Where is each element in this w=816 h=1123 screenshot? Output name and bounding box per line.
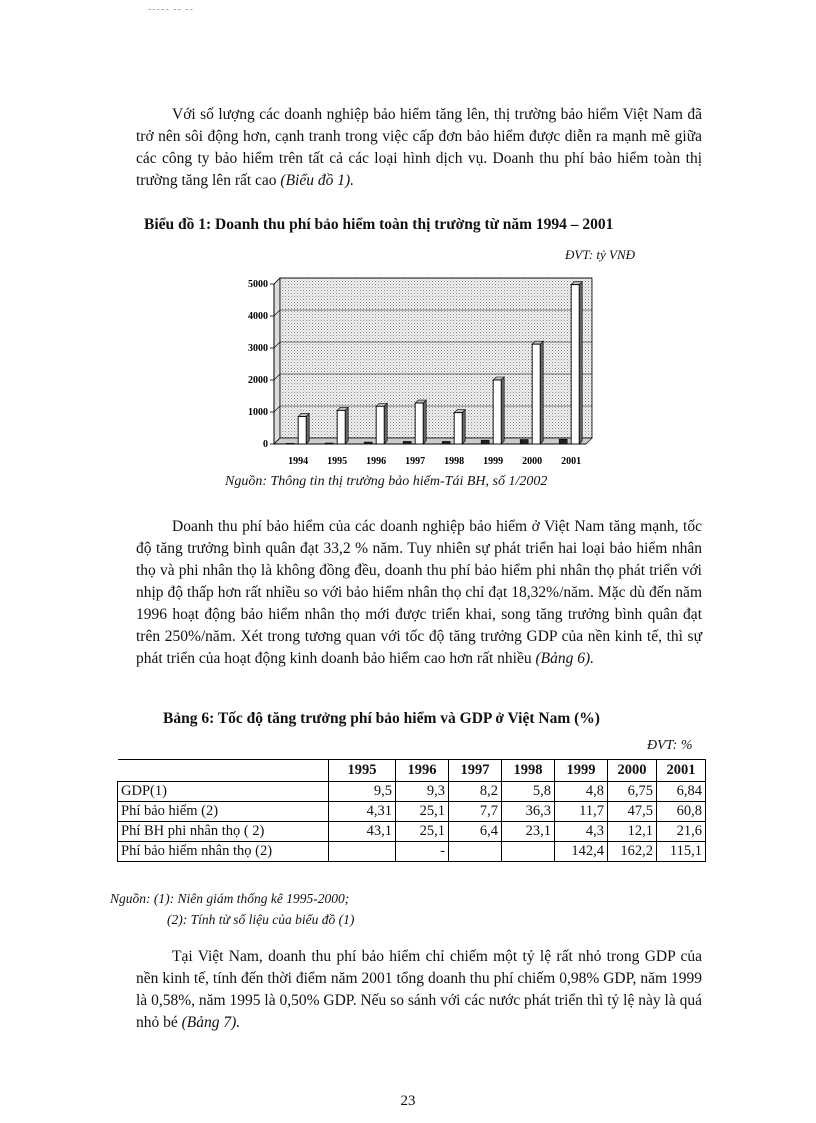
chart-source: Nguồn: Thông tin thị trường bảo hiểm-Tái BH, số 1/2002 [225,474,548,489]
x-tick-label: 1996 [366,456,387,467]
table-cell [449,842,502,862]
y-tick-label: 0 [263,439,268,450]
table-cell: 9,5 [329,782,396,802]
table-row [118,822,706,842]
x-tick-label: 1997 [405,456,426,467]
paragraph-3-text: Tại Việt Nam, doanh thu phí bảo hiểm chỉ chiếm một tỷ lệ rất nhỏ trong GDP của nền kinh tế, tính đến thời điểm năm 2001 tổng doanh thu phí chiếm 0,98% GDP, năm 1999 là 0,58%, năm 1995 là 0,50% GDP. Nếu so sánh với các nước phát triển thì tỷ lệ này là quá nhỏ bé [136,948,702,1031]
y-tick-label: 5000 [248,279,268,290]
bar-life [520,440,528,444]
row-label: Phí bảo hiểm (2) [118,802,329,822]
bar-side [540,341,543,444]
year-header: 1998 [502,760,555,782]
table-cell: 12,1 [608,822,657,842]
row-label: Phí BH phi nhân thọ ( 2) [118,822,329,842]
year-header: 1996 [396,760,449,782]
year-header: 2001 [657,760,706,782]
bar-side [501,377,504,444]
y-tick-label: 2000 [248,375,268,386]
table-cell: 162,2 [608,842,657,862]
table-cell: 8,2 [449,782,502,802]
bar-non-life [454,413,462,444]
table-cell: 142,4 [555,842,608,862]
y-tick-label: 1000 [248,407,268,418]
chart-unit: ĐVT: tỷ VNĐ [565,247,636,262]
bar-life [364,442,372,444]
table-cell: 25,1 [396,802,449,822]
growth-table [117,759,706,862]
bar-non-life [376,406,384,444]
table-cell: 47,5 [608,802,657,822]
x-tick-label: 1998 [444,456,465,467]
bar-side [384,403,387,444]
table-caption: Bảng 6: Tốc độ tăng trưởng phí bảo hiểm và GDP ở Việt Nam (%) [163,710,600,727]
chart-side-wall [274,278,280,444]
paragraph-2-text: Doanh thu phí bảo hiểm của các doanh nghiệp bảo hiểm ở Việt Nam tăng mạnh, tốc độ tăng trưởng bình quân đạt 33,2 % năm. Tuy nhiên sự phát triển hai loại bảo hiểm nhân thọ và phi nhân thọ là không đồng đều, doanh thu phí bảo hiểm phi nhân thọ phát triển với nhịp độ thấp hơn rất nhiều so với bảo hiểm nhân thọ chỉ đạt 18,32%/năm. Mặc dù đến năm 1996 hoạt động bảo hiểm nhân thọ mới được triển khai, song tăng trưởng bình quân đạt trên 250%/năm. Xét trong tương quan với tốc độ tăng trưởng GDP của nền kinh tế, thì sự phát triển của hoạt động kinh doanh bảo hiểm cao hơn rất nhiều [136,518,702,667]
table-cell: 4,31 [329,802,396,822]
bar-life [481,440,489,444]
paragraph-1-ref: (Biểu đồ 1). [280,172,355,189]
bar-non-life [532,344,540,444]
table-cell: 6,75 [608,782,657,802]
bar-life [403,441,411,444]
table-cell: 4,8 [555,782,608,802]
paragraph-3 [136,946,702,1034]
bar-non-life [493,380,501,444]
table-cell: 5,8 [502,782,555,802]
year-header: 1999 [555,760,608,782]
bar-side [345,407,348,444]
x-tick-label: 1995 [327,456,348,467]
bar-side [462,410,465,444]
table-cell [502,842,555,862]
y-tick-label: 4000 [248,311,268,322]
revenue-bar-chart [240,272,600,472]
paragraph-2-ref: (Bảng 6). [535,650,595,667]
bar-non-life [415,403,423,444]
bar-life [559,439,567,444]
year-header: 2000 [608,760,657,782]
table-cell: 21,6 [657,822,706,842]
note-line-1: Nguồn: (1): Niên giám thống kê 1995-2000; [110,891,350,906]
table-row [118,802,706,822]
bar-life [442,441,450,444]
table-cell: 9,3 [396,782,449,802]
chart-plot-area [280,278,592,438]
paragraph-2 [136,516,702,670]
table-header-blank [118,760,329,782]
table-cell: 6,4 [449,822,502,842]
bar-side [423,400,426,444]
table-cell: 25,1 [396,822,449,842]
paragraph-1-text: Với số lượng các doanh nghiệp bảo hiểm tăng lên, thị trường bảo hiểm Việt Nam đã trở nên sôi động hơn, cạnh tranh trong việc cấp đơn bảo hiểm được diễn ra mạnh mẽ giữa các công ty bảo hiểm trên tất cả các loại hình dịch vụ. Doanh thu phí bảo hiểm toàn thị trường tăng lên rất cao [136,106,702,189]
x-tick-label: 1994 [288,456,309,467]
paragraph-3-ref: (Bảng 7). [181,1014,241,1031]
table-cell: 23,1 [502,822,555,842]
paragraph-1 [136,104,702,192]
page-number: 23 [400,1093,416,1109]
year-header: 1995 [329,760,396,782]
table-row [118,842,706,862]
table-unit: ĐVT: % [647,738,693,753]
table-row [118,782,706,802]
year-header: 1997 [449,760,502,782]
bar-non-life [571,285,579,444]
table-cell: 115,1 [657,842,706,862]
table-cell: 43,1 [329,822,396,842]
table-cell: 60,8 [657,802,706,822]
bar-side [579,282,582,444]
table-header-row [118,760,706,782]
bar-life [286,443,294,444]
chart-caption: Biểu đồ 1: Doanh thu phí bảo hiểm toàn thị trường từ năm 1994 – 2001 [144,216,614,233]
row-label: Phí bảo hiểm nhân thọ (2) [118,842,329,862]
chart-floor [274,438,592,444]
bar-non-life [337,410,345,444]
bar-side [306,413,309,444]
bar-life [325,443,333,444]
table-cell: 7,7 [449,802,502,822]
table-cell: 11,7 [555,802,608,822]
table-cell: 6,84 [657,782,706,802]
note-line-2: (2): Tính từ số liệu của biểu đồ (1) [167,912,355,927]
row-label: GDP(1) [118,782,329,802]
x-tick-label: 1999 [483,456,504,467]
table-cell [329,842,396,862]
bar-non-life [298,416,306,444]
scan-artifact-mark: ----- -- -- [148,4,194,15]
table-cell: - [396,842,449,862]
x-tick-label: 2001 [561,456,582,467]
y-tick-label: 3000 [248,343,268,354]
table-notes [110,888,354,930]
table-cell: 4,3 [555,822,608,842]
x-tick-label: 2000 [522,456,543,467]
table-cell: 36,3 [502,802,555,822]
